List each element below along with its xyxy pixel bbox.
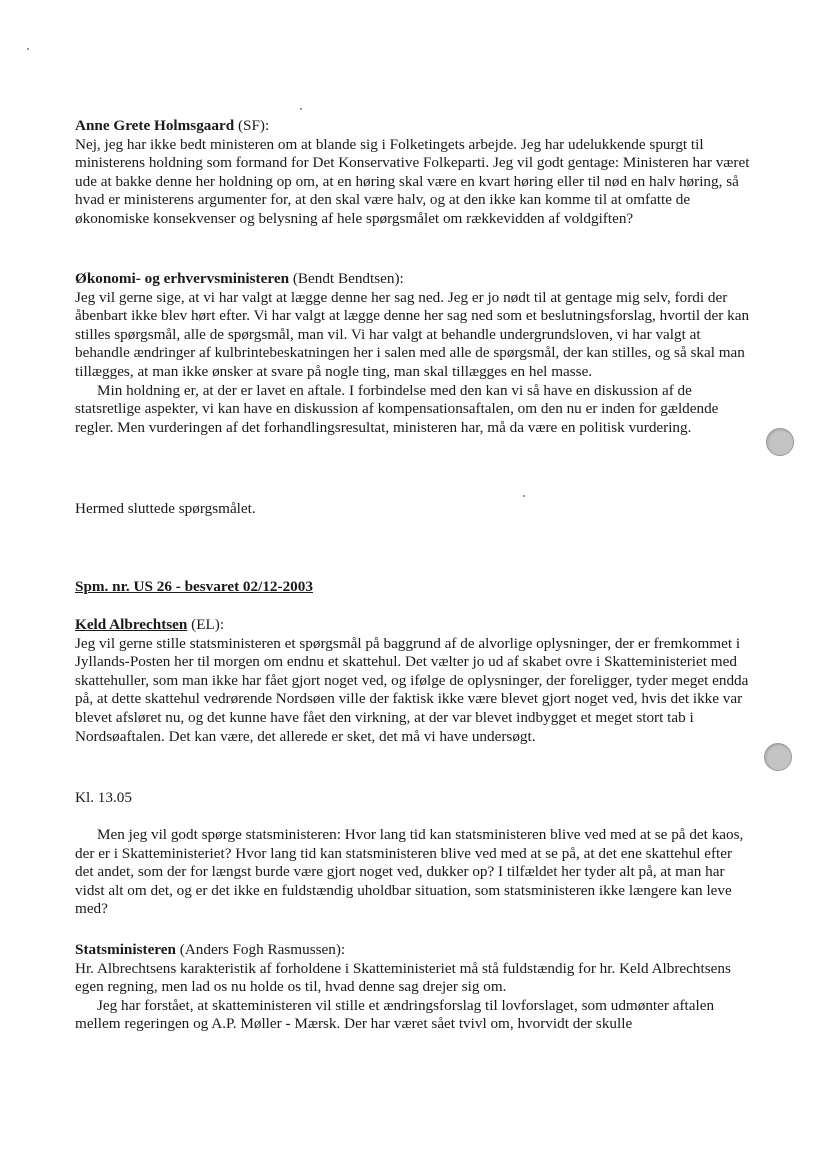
speaker-party: (EL): [191, 616, 225, 633]
punch-hole-icon [764, 743, 792, 771]
speaker-party: (Anders Fogh Rasmussen): [179, 941, 346, 958]
speech-paragraph: Min holdning er, at der er lavet en aftale. I forbindelse med den kan vi så have en diskussion af de statsretlige aspekter, vi kan have en diskussion af kompensationsaftalen, om den nu er inden for gældende regler. Men vurderingen af det forhandlingsresultat, ministeren har, må da være en politisk vurdering. [75, 381, 719, 436]
speaker-line [75, 941, 753, 960]
time-text: Kl. 13.05 [75, 789, 132, 806]
speech-holmsgaard [75, 117, 753, 229]
speech-paragraph: Hr. Albrechtsens karakteristik af forholdene i Skatteministeriet må stå fuldstændig for hr. Keld Albrechtsens egen regning, men lad os nu holde os til, hvad denne sag drejer sig om. [75, 959, 731, 996]
time-stamp [75, 789, 753, 808]
speech-paragraph: Nej, jeg har ikke bedt ministeren om at blande sig i Folketingets arbejde. Jeg har udelukkende spurgt til ministerens holdning som formand for Det Konservative Folkeparti. Jeg vil godt gentage: Ministeren har været ude at bakke denne her holdning op om, at en høring skal være en kvart høring eller til nød en halv høring, så hvad er ministerens argumenter for, at den skal være halv, og at den ikke kan komme til at omfatte de økonomiske konsekvenser og belysning af hele spørgsmålet om rækkevidden af voldgiften? [75, 135, 750, 227]
speech-paragraph: Jeg har forstået, at skatteministeren vil stille et ændringsforslag til lovforslaget, som udmønter aftalen mellem regeringen og A.P. Møller - Mærsk. Der har været sået tvivl om, hvorvidt der skulle [75, 996, 715, 1033]
speech-paragraph: Men jeg vil godt spørge statsministeren: Hvor lang tid kan statsministeren blive ved med at se på det kaos, der er i Skatteministeriet? Hvor lang tid kan statsministeren blive ved med at se på, at det ene skattehul efter det andet, som der for længst burde være gjort noget ved, dukker op? I tilfældet her tyder alt på, at man har vidst alt om det, og er det ikke en fuldstændig uholdbar situation, som statsministeren ikke længere kan leve med? [75, 826, 744, 918]
speaker-party: (Bendt Bendtsen): [292, 270, 404, 287]
punch-hole-icon [766, 428, 794, 456]
scan-speck [300, 108, 302, 110]
speaker-name: Anne Grete Holmsgaard [75, 117, 235, 134]
speech-albrechtsen [75, 616, 753, 746]
speech-statsminister [75, 941, 753, 1034]
speech-paragraph: Jeg vil gerne sige, at vi har valgt at lægge denne her sag ned. Jeg er jo nødt til at gentage mig selv, fordi der åbenbart ikke blev hørt efter. Vi har valgt at lægge denne her sag ned som et beslutningsforslag, hvortil der kan stilles spørgsmål, alle de spørgsmål, man vil. Vi har valgt at behandle undergrundsloven, vi har valgt at behandle ændringer af kulbrintebeskatningen her i salen med alle de spørgsmål, der kan stilles, og så skal man tillægges, at man ikke ønsker at svare på nogle ting, man skal tillægges en hel masse. [75, 288, 750, 380]
heading-text: Spm. nr. US 26 - besvaret 02/12-2003 [75, 578, 313, 595]
speaker-line [75, 117, 753, 136]
speaker-name: Keld Albrechtsen [75, 616, 188, 633]
scan-speck [27, 48, 29, 50]
question-heading [75, 578, 753, 597]
speech-albrechtsen-cont [75, 826, 753, 919]
speaker-line [75, 270, 753, 289]
speaker-party: (SF): [237, 117, 270, 134]
speaker-name: Økonomi- og erhvervsministeren [75, 270, 290, 287]
speaker-line [75, 616, 753, 635]
scan-speck [523, 495, 525, 497]
speech-paragraph: Jeg vil gerne stille statsministeren et spørgsmål på baggrund af de alvorlige oplysninger, der er fremkommet i Jyllands-Posten her til morgen om endnu et skattehul. Det vælter jo ud af skabet ovre i Skatteministeriet med skattehuller, som man ikke har fået gjort noget ved, og ifølge de oplysninger, der foreligger, tyder meget endda på, at dette skattehul vedrørende Nordsøen ville der faktisk ikke være blevet gjort noget ved, hvis det ikke var blevet afsløret nu, og det kunne have fået den virkning, at der var blevet indbygget et meget stort tab i Nordsøaftalen. Det kan være, det allerede er sket, det må vi have undersøgt. [75, 634, 749, 745]
speaker-name: Statsministeren [75, 941, 176, 958]
closing-text: Hermed sluttede spørgsmålet. [75, 500, 256, 517]
speech-minister [75, 270, 753, 437]
closing-line [75, 500, 753, 519]
